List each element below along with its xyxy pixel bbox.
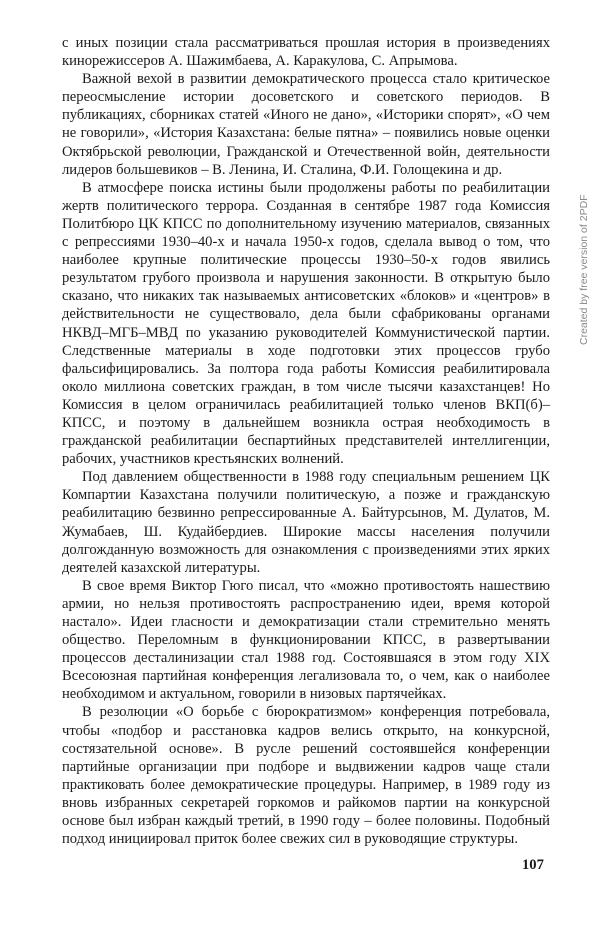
- page-body: [62, 34, 550, 848]
- watermark-text: Created by free version of 2PDF: [578, 194, 590, 345]
- page-number: 107: [522, 857, 544, 873]
- paragraph-6: В резолюции «О борьбе с бюрократизмом» конференция потребовала, чтобы «подбор и расстановка кадров велись открыто, на конкурсной, состязательной основе». В русле решений состоявшейся конференции партийные организации при подборе и выдвижении кадров чаще стали практиковать более демократические процедуры. Например, в 1989 году из вновь избранных секретарей горкомов и райкомов партии на конкурсной основе был избран каждый третий, в 1990 году – более половины. Подобный подход инициировал приток более свежих сил в руководящие структуры.: [62, 704, 550, 848]
- watermark: [578, 194, 592, 345]
- paragraph-2: Важной вехой в развитии демократического процесса стало критическое переосмысление истории досоветского и советского периодов. В публикациях, сборниках статей «Иного не дано», «Историки спорят», «О чем не говорили», «История Казахстана: белые пятна» – появились новые оценки Октябрьской революции, Гражданской и Отечественной войн, деятельности лидеров большевиков – В. Ленина, И. Сталина, Ф.И. Голощекина и др.: [62, 71, 550, 178]
- paragraph-3: В атмосфере поиска истины были продолжены работы по реабилитации жертв политического террора. Созданная в сентябре 1987 года Комиссия Политбюро ЦК КПСС по дополнительному изучению материалов, связанных с репрессиями 1930–40-х и начала 1950-х годов, сделала вывод о том, что наиболее крупные политические процессы 1930–50-х годов явились результатом грубого произвола и нарушения законности. В открытую было сказано, что никаких так называемых антисоветских «блоков» и «центров» в действительности не существовало, дела были сфабрикованы органами НКВД–МГБ–МВД по указанию руководителей Коммунистической партии. Следственные материалы в ходе подготовки этих процессов грубо фальсифицировались. За полтора года работы Комиссия реабилитировала около миллиона советских граждан, в том числе тысячи казахстанцев! Но Комиссия в целом ограничилась реабилитацией только членов ВКП(б)–КПСС, и поэтому в дальнейшем возникла острая необходимость в гражданской реабилитации беспартийных представителей интеллигенции, рабочих, участников крестьянских волнений.: [62, 179, 550, 468]
- paragraph-1: с иных позиции стала рассматриваться прошлая история в произведениях кинорежиссеров А. Шажимбаева, А. Каракулова, С. Апрымова.: [62, 35, 550, 70]
- paragraph-5: В свое время Виктор Гюго писал, что «можно противостоять нашествию армии, но нельзя противостоять распространению идеи, время которой настало». Идеи гласности и демократизации стали стремительно менять общество. Переломным в функционировании КПСС, в развертывании процессов десталинизации стал 1988 год. Состоявшаяся в этом году XIX Всесоюзная партийная конференция легализовала то, о чем, как о наиболее необходимом и актуальном, говорили в низовых партячейках.: [62, 577, 550, 703]
- paragraph-4: Под давлением общественности в 1988 году специальным решением ЦК Компартии Казахстана получили политическую, а позже и гражданскую реабилитацию безвинно репрессированные А. Байтурсынов, М. Дулатов, М. Жумабаев, Ш. Кудайбердиев. Широкие массы населения получили долгожданную возможность для ознакомления с произведениями этих ярких деятелей казахской литературы.: [62, 469, 550, 576]
